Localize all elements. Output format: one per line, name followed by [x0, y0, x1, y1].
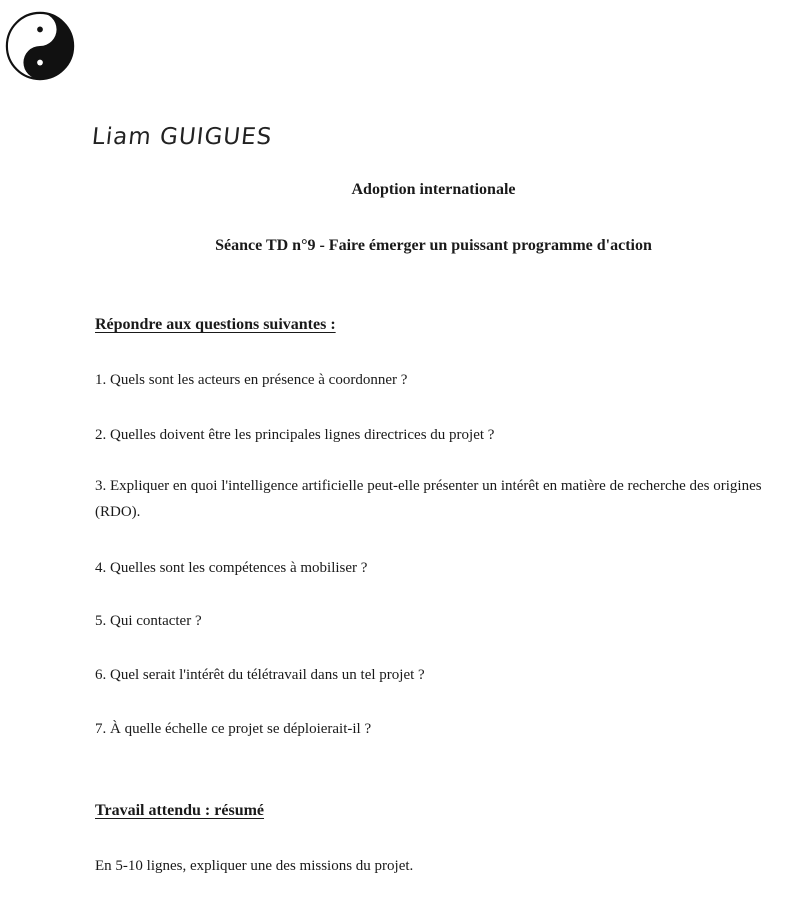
- yin-yang-icon: [4, 10, 76, 82]
- author-name: Liam GUIGUES: [90, 124, 274, 150]
- work-text: En 5-10 lignes, expliquer une des missions du projet.: [95, 858, 414, 874]
- question-item: 5. Qui contacter ?: [95, 613, 202, 629]
- question-item: 1. Quels sont les acteurs en présence à coordonner ?: [95, 372, 408, 388]
- work-heading: Travail attendu : résumé: [95, 802, 265, 819]
- document-subtitle: Séance TD n°9 - Faire émerger un puissant programme d'action: [215, 237, 652, 254]
- question-item: 7. À quelle échelle ce projet se déploierait-il ?: [95, 721, 372, 737]
- question-item: 4. Quelles sont les compétences à mobiliser ?: [95, 560, 368, 576]
- document-title: Adoption internationale: [351, 181, 516, 198]
- question-item: 3. Expliquer en quoi l'intelligence artificielle peut-elle présenter un intérêt en matière de recherche des origines (RDO).: [95, 478, 762, 520]
- question-item: 6. Quel serait l'intérêt du télétravail dans un tel projet ?: [95, 667, 425, 683]
- question-item: 2. Quelles doivent être les principales lignes directrices du projet ?: [95, 427, 495, 443]
- questions-heading: Répondre aux questions suivantes :: [95, 316, 336, 333]
